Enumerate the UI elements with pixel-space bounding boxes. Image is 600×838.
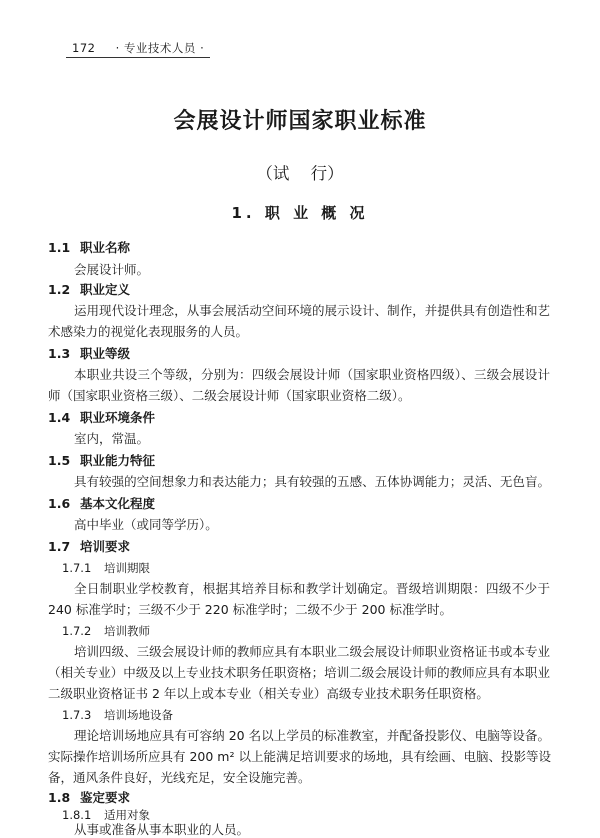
section-heading: 1. 职 业 概 况: [231, 204, 369, 222]
heading-number: 1.2: [48, 282, 71, 297]
heading-number: 1.7: [48, 539, 71, 554]
page-subtitle: （试 行）: [256, 164, 344, 183]
line-text: 备，通风条件良好，光线充足，安全设施完善。: [48, 770, 311, 785]
paragraph-line: （相关专业）中级及以上专业技术职务任职资格；培训二级会展设计师的教师应具有本职业: [48, 665, 550, 680]
line-text: 师（国家职业资格三级）、二级会展设计师（国家职业资格二级）。: [48, 388, 411, 403]
heading-number: 1.7.1: [62, 561, 92, 575]
line-text: 从事或准备从事本职业的人员。: [74, 822, 250, 837]
heading-number: 1.4: [48, 410, 71, 425]
paragraph-line: 全日制职业学校教育，根据其培养目标和教学计划确定。晋级培训期限：四级不少于: [74, 581, 550, 596]
heading-label: 职业环境条件: [80, 410, 156, 425]
heading-label: 培训教师: [104, 624, 150, 638]
paragraph-line: 运用现代设计理念，从事会展活动空间环境的展示设计、制作，并提供具有创造性和艺: [74, 303, 550, 318]
line-text: 二级职业资格证书 2 年以上或本专业（相关专业）高级专业技术职务任职资格。: [48, 686, 489, 701]
line-text: 240 标准学时；三级不少于 220 标准学时；二级不少于 200 标准学时。: [48, 602, 452, 617]
heading-label: 培训场地设备: [104, 708, 173, 722]
heading-number: 1.7.2: [62, 624, 92, 638]
line-text: 室内，常温。: [74, 431, 150, 446]
heading-number: 1.5: [48, 453, 71, 468]
running-title: · 专业技术人员 ·: [115, 41, 205, 55]
heading-number: 1.8.1: [62, 808, 92, 822]
heading-number: 1.7.3: [62, 708, 92, 722]
heading-label: 适用对象: [104, 808, 150, 822]
paragraph-line: 实际操作培训场所应具有 200 m² 以上能满足培训要求的场地，具有绘画、电脑、投影等设: [48, 749, 551, 764]
page-number: 172: [72, 41, 96, 55]
paragraph-line: 理论培训场地应具有可容纳 20 名以上学员的标准教室，并配备投影仪、电脑等设备。: [74, 728, 550, 743]
heading-number: 1.3: [48, 346, 71, 361]
heading-label: 培训要求: [80, 539, 131, 554]
heading-label: 职业等级: [80, 346, 131, 361]
heading-number: 1.6: [48, 496, 71, 511]
line-text: 高中毕业（或同等学历）。: [74, 517, 218, 532]
page-title: 会展设计师国家职业标准: [173, 108, 427, 134]
heading-label: 职业名称: [80, 240, 131, 255]
paragraph-line: 本职业共设三个等级，分别为：四级会展设计师（国家职业资格四级）、三级会展设计: [74, 367, 550, 382]
paragraph-line: 具有较强的空间想象力和表达能力；具有较强的五感、五体协调能力；灵活、无色盲。: [74, 474, 550, 489]
heading-label: 培训期限: [104, 561, 150, 575]
header-rule: [66, 57, 210, 58]
running-header: [72, 40, 204, 56]
paragraph-line: 培训四级、三级会展设计师的教师应具有本职业二级会展设计师职业资格证书或本专业: [74, 644, 550, 659]
heading-label: 鉴定要求: [80, 790, 131, 805]
heading-number: 1.1: [48, 240, 71, 255]
heading-label: 基本文化程度: [80, 496, 156, 511]
heading-label: 职业能力特征: [80, 453, 156, 468]
line-text: 术感染力的视觉化表现服务的人员。: [48, 324, 249, 339]
line-text: 会展设计师。: [74, 262, 150, 277]
heading-number: 1.8: [48, 790, 71, 805]
heading-label: 职业定义: [80, 282, 131, 297]
